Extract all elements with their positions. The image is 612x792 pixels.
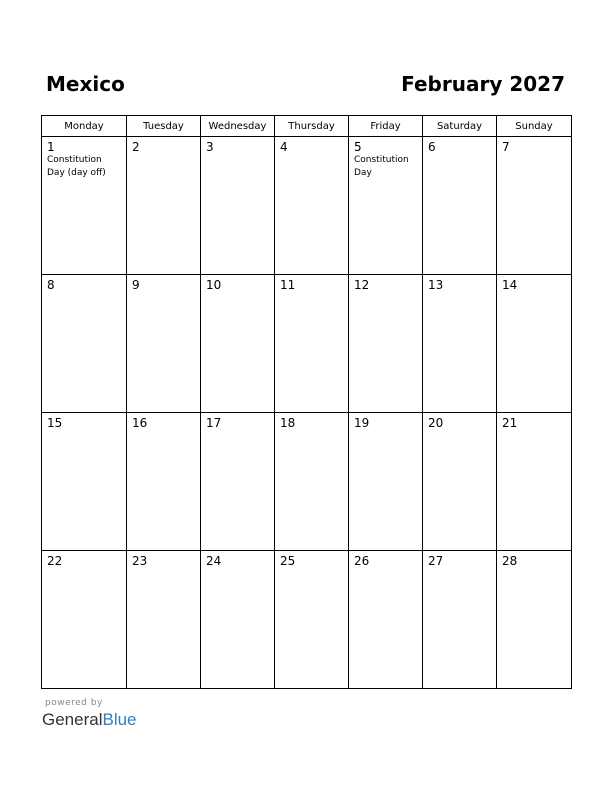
weekday-header-row xyxy=(42,116,572,137)
weekday-header: Monday xyxy=(42,116,127,137)
day-number: 3 xyxy=(206,140,214,154)
day-number: 22 xyxy=(47,554,63,568)
day-number: 16 xyxy=(132,416,148,430)
weekday-header: Thursday xyxy=(275,116,349,137)
day-number: 7 xyxy=(502,140,510,154)
week-row xyxy=(42,137,572,275)
day-cell xyxy=(497,413,572,551)
day-number: 19 xyxy=(354,416,370,430)
week-row xyxy=(42,275,572,413)
holiday-label: Constitution Day (day off) xyxy=(47,155,106,178)
weekday-header: Sunday xyxy=(497,116,572,137)
day-cell xyxy=(423,137,497,275)
country-title: Mexico xyxy=(46,72,125,96)
day-number: 4 xyxy=(280,140,288,154)
calendar-grid xyxy=(41,115,572,689)
day-number: 28 xyxy=(502,554,518,568)
weekday-header: Friday xyxy=(349,116,423,137)
day-number: 24 xyxy=(206,554,222,568)
day-cell xyxy=(127,275,201,413)
day-cell xyxy=(42,551,127,689)
day-cell xyxy=(42,137,127,275)
day-cell xyxy=(42,413,127,551)
brand-part-blue: Blue xyxy=(102,710,137,729)
weekday-header: Saturday xyxy=(423,116,497,137)
day-cell xyxy=(201,137,275,275)
day-cell xyxy=(497,275,572,413)
day-number: 11 xyxy=(280,278,296,292)
day-cell xyxy=(423,275,497,413)
day-cell xyxy=(423,413,497,551)
day-cell xyxy=(275,551,349,689)
day-cell xyxy=(127,413,201,551)
day-number: 27 xyxy=(428,554,444,568)
day-cell xyxy=(497,551,572,689)
day-cell xyxy=(275,137,349,275)
day-number: 13 xyxy=(428,278,444,292)
day-cell xyxy=(201,413,275,551)
day-number: 5 xyxy=(354,140,362,154)
day-number: 2 xyxy=(132,140,140,154)
day-number: 14 xyxy=(502,278,518,292)
day-cell xyxy=(127,137,201,275)
day-number: 15 xyxy=(47,416,63,430)
footer-branding xyxy=(42,698,137,730)
day-cell xyxy=(201,551,275,689)
day-number: 6 xyxy=(428,140,436,154)
day-number: 26 xyxy=(354,554,370,568)
day-cell xyxy=(349,551,423,689)
day-cell xyxy=(497,137,572,275)
month-year-title: February 2027 xyxy=(401,72,565,96)
day-cell xyxy=(423,551,497,689)
day-number: 9 xyxy=(132,278,140,292)
week-row xyxy=(42,551,572,689)
day-cell xyxy=(275,413,349,551)
weekday-header: Tuesday xyxy=(127,116,201,137)
day-number: 1 xyxy=(47,140,55,154)
day-number: 8 xyxy=(47,278,55,292)
holiday-label: Constitution Day xyxy=(354,155,409,178)
day-cell xyxy=(42,275,127,413)
day-number: 21 xyxy=(502,416,518,430)
day-cell xyxy=(349,137,423,275)
day-cell xyxy=(201,275,275,413)
day-cell xyxy=(349,275,423,413)
powered-by-label: powered by xyxy=(45,698,103,708)
day-cell xyxy=(127,551,201,689)
day-number: 25 xyxy=(280,554,296,568)
week-row xyxy=(42,413,572,551)
day-number: 20 xyxy=(428,416,444,430)
day-number: 23 xyxy=(132,554,148,568)
day-number: 10 xyxy=(206,278,222,292)
day-cell xyxy=(275,275,349,413)
day-number: 18 xyxy=(280,416,296,430)
day-cell xyxy=(349,413,423,551)
generalblue-logo[interactable] xyxy=(42,710,137,730)
brand-part-general: General xyxy=(42,710,103,729)
day-number: 17 xyxy=(206,416,222,430)
day-number: 12 xyxy=(354,278,370,292)
weekday-header: Wednesday xyxy=(201,116,275,137)
